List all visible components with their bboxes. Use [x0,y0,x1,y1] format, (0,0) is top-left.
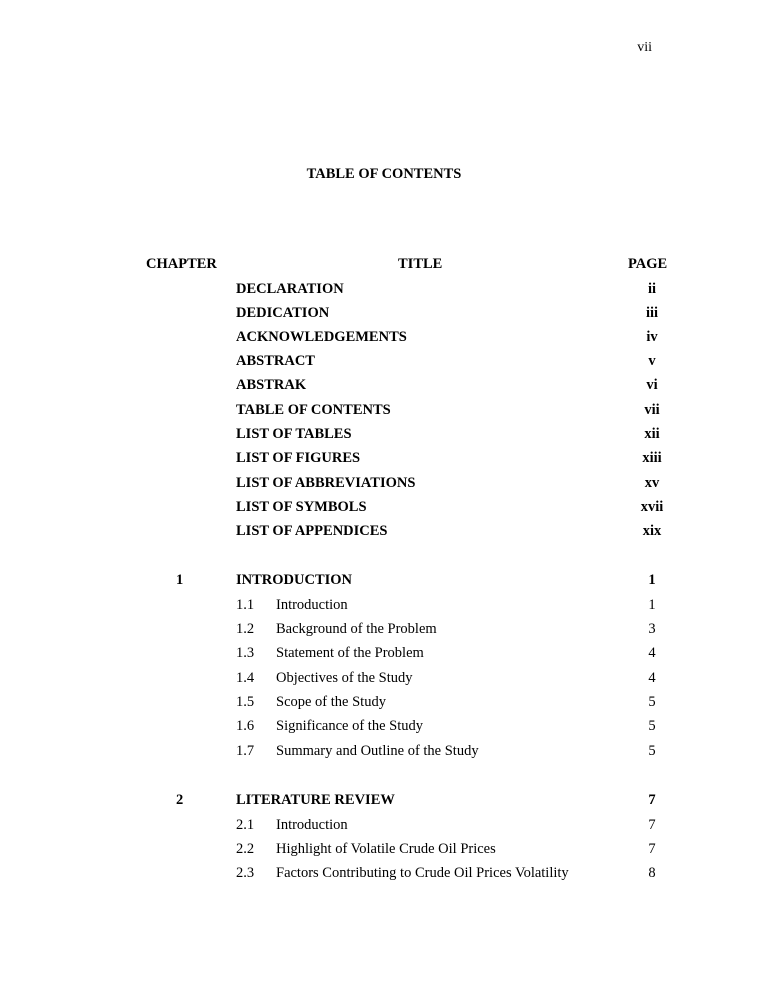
toc-entry-list-of-abbreviations[interactable] [0,475,768,497]
toc-entry-table-of-contents[interactable] [0,402,768,424]
toc-section[interactable] [0,670,768,692]
toc-entry-page: xv [644,475,660,491]
toc-entry-title: ABSTRACT [236,353,315,369]
toc-entry-title: DECLARATION [236,281,344,297]
toc-entry-title: ACKNOWLEDGEMENTS [236,329,407,345]
section-number: 2.1 [236,817,255,833]
toc-entry-title: LIST OF SYMBOLS [236,499,367,515]
toc-entry-page: iv [646,329,658,345]
toc-entry-page: v [648,353,656,369]
section-title: Background of the Problem [276,621,437,637]
section-number: 1.3 [236,645,255,661]
toc-entry-declaration[interactable] [0,281,768,303]
toc-entry-page: vii [644,402,660,418]
section-number: 1.6 [236,718,255,734]
page-number: vii [637,40,652,55]
toc-section[interactable] [0,743,768,765]
chapter-number: 1 [176,572,184,588]
toc-chapter-2[interactable] [0,792,768,814]
section-number: 1.2 [236,621,255,637]
toc-section[interactable] [0,645,768,667]
toc-entry-acknowledgements[interactable] [0,329,768,351]
page-title: TABLE OF CONTENTS [306,166,462,182]
section-number: 2.3 [236,865,255,881]
section-title: Factors Contributing to Crude Oil Prices Volatility [276,865,569,881]
section-page: 7 [648,841,656,857]
section-number: 2.2 [236,841,255,857]
toc-entry-abstract[interactable] [0,353,768,375]
section-number: 1.5 [236,694,255,710]
section-title: Introduction [276,597,348,613]
toc-entry-page: xii [644,426,660,442]
section-page: 5 [648,718,656,734]
toc-section[interactable] [0,865,768,887]
toc-entry-page: xvii [640,499,664,515]
section-title: Scope of the Study [276,694,386,710]
section-page: 4 [648,670,656,686]
toc-entry-title: ABSTRAK [236,377,307,393]
toc-entry-list-of-figures[interactable] [0,450,768,472]
toc-entry-list-of-appendices[interactable] [0,523,768,545]
section-title: Summary and Outline of the Study [276,743,479,759]
chapter-number: 2 [176,792,184,808]
toc-section[interactable] [0,817,768,839]
title-column-header: TITLE [398,256,443,272]
section-title: Significance of the Study [276,718,423,734]
toc-section[interactable] [0,718,768,740]
section-page: 5 [648,743,656,759]
section-title: Highlight of Volatile Crude Oil Prices [276,841,496,857]
toc-entry-page: xiii [642,450,662,466]
toc-entry-title: LIST OF TABLES [236,426,352,442]
toc-entry-title: TABLE OF CONTENTS [236,402,391,418]
toc-entry-title: LIST OF ABBREVIATIONS [236,475,416,491]
toc-section[interactable] [0,694,768,716]
toc-entry-page: xix [642,523,662,539]
section-number: 1.1 [236,597,255,613]
toc-entry-page: iii [645,305,659,321]
section-number: 1.4 [236,670,255,686]
toc-entry-list-of-tables[interactable] [0,426,768,448]
section-title: Introduction [276,817,348,833]
toc-entry-dedication[interactable] [0,305,768,327]
chapter-title: INTRODUCTION [236,572,353,588]
toc-chapter-1[interactable] [0,572,768,594]
toc-entry-abstrak[interactable] [0,377,768,399]
section-page: 4 [648,645,656,661]
section-page: 3 [648,621,656,637]
section-page: 7 [648,817,656,833]
chapter-title: LITERATURE REVIEW [236,792,395,808]
chapter-page: 1 [648,572,656,588]
section-page: 5 [648,694,656,710]
toc-entry-title: DEDICATION [236,305,330,321]
toc-entry-title: LIST OF APPENDICES [236,523,388,539]
page-column-header: PAGE [628,256,668,272]
chapter-column-header: CHAPTER [146,256,217,272]
toc-section[interactable] [0,841,768,863]
section-title: Objectives of the Study [276,670,413,686]
toc-entry-list-of-symbols[interactable] [0,499,768,521]
toc-entry-page: ii [647,281,657,297]
section-page: 1 [648,597,656,613]
toc-section[interactable] [0,621,768,643]
section-title: Statement of the Problem [276,645,424,661]
toc-section[interactable] [0,597,768,619]
toc-entry-page: vi [646,377,658,393]
section-page: 8 [648,865,656,881]
section-number: 1.7 [236,743,255,759]
chapter-page: 7 [648,792,656,808]
toc-entry-title: LIST OF FIGURES [236,450,361,466]
